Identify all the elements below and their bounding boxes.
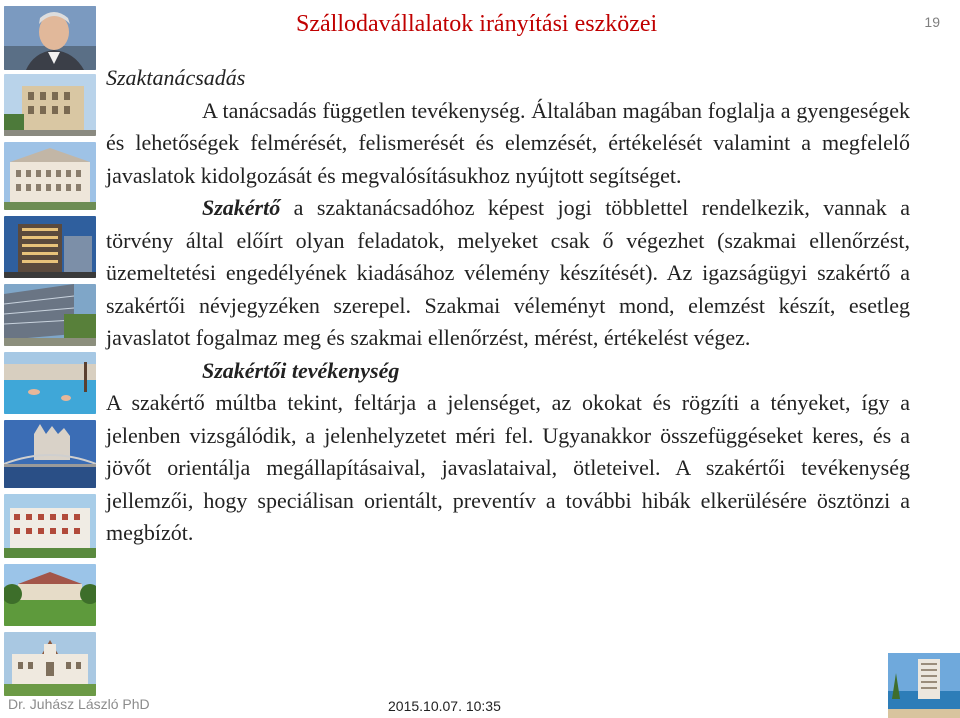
hotel-photo-1-icon (4, 74, 96, 136)
bridge-photo-icon (4, 420, 96, 488)
section2-lead: Szakértő (202, 195, 281, 220)
section2-paragraph (106, 192, 910, 355)
garden-photo-icon (4, 564, 96, 626)
slide-content (106, 62, 910, 550)
pool-photo-icon (4, 352, 96, 414)
footer-author: Dr. Juhász László PhD (8, 696, 150, 712)
hotel-photo-3-icon (4, 216, 96, 278)
section1-text: A tanácsadás független tevékenység. Általában magában foglalja a gyengeségek és lehetőségek felmérését, felismerését és elemzését, értékelését valamint a megfelelő javaslatok kidolgozását és megvalósításukhoz nyújtott segítséget. (106, 97, 910, 188)
section2-text: a szaktanácsadóhoz képest jogi többlettel rendelkezik, vannak a törvény által előírt olyan feladatok, melyeket csak ő végezhet (szakmai ellenőrzést, üzemeltetési engedélyének kiadásához vélemény készítését). Az igazságügyi szakértő a szakértői névjegyzéken szerepel. Szakmai véleményt mond, elemzést készít, esetleg javaslatot fogalmaz meg és szakmai ellenőrzést, mérést, értékelést végez. (106, 195, 910, 350)
hotel-photo-2-icon (4, 142, 96, 210)
photo-sidebar (4, 6, 96, 712)
slide-title: Szállodavállalatok irányítási eszközei (296, 11, 658, 37)
resort-photo-icon (4, 494, 96, 558)
corner-hotel-photo-icon (888, 653, 960, 718)
footer-datetime: 2015.10.07. 10:35 (388, 698, 501, 714)
section3-heading (106, 355, 910, 388)
section3-heading-text: Szakértői tevékenység (202, 357, 400, 383)
page-number: 19 (924, 14, 940, 30)
section3-text: A szakértő múltba tekint, feltárja a jelenséget, az okokat és rögzíti a tényeket, így a jelenben vizsgálódik, a jelenhelyzetet méri fel. Ugyanakkor összefüggéseket keres, és a jövőt orientálja megállapításaival, javaslataival, ötleteivel. A szakértői tevékenység jellemzői, hogy speciálisan orientált, preventív a további hibák elkerülésére ösztönzi a megbízót. (106, 390, 910, 545)
hotel-photo-4-icon (4, 284, 96, 346)
portrait-photo-icon (4, 6, 96, 70)
castle-photo-icon (4, 632, 96, 696)
section1-heading: Szaktanácsadás (106, 65, 246, 90)
